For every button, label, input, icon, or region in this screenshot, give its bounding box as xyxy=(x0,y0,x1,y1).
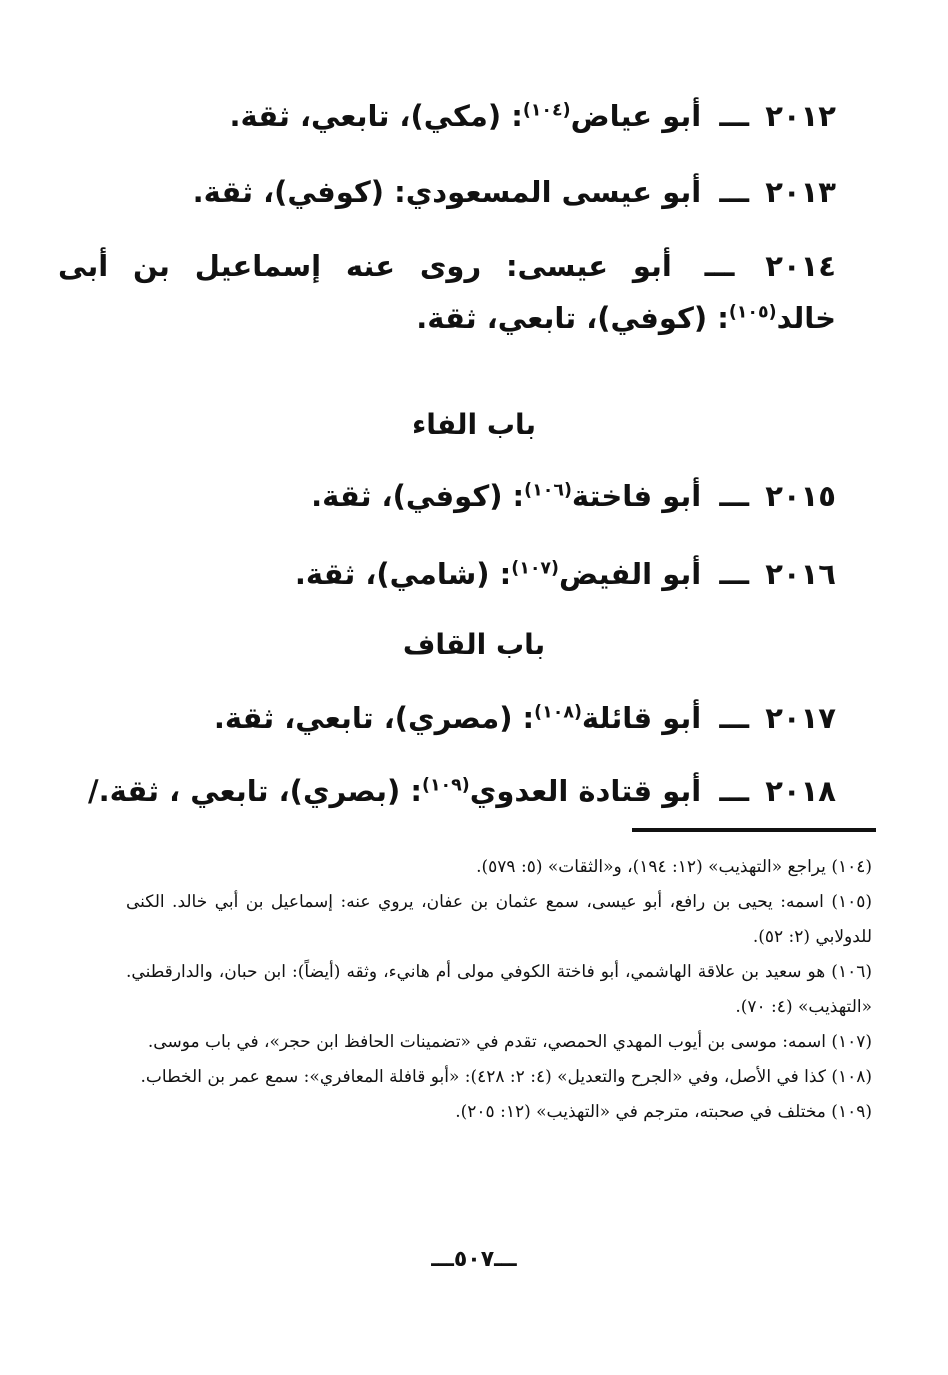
entry-name: أبو عياض xyxy=(570,99,702,133)
entry-2012 xyxy=(60,90,836,142)
footnote-ref: (١٠٤) xyxy=(522,100,571,121)
entry-2018 xyxy=(60,765,836,817)
footnote-105: (١٠٥) اسمه: يحيى بن رافع، أبو عيسى، سمع عثمان بن عفان، يروي عنه: إسماعيل بن أبي خالد. الكنى للدولابي (٢: ٥٢). xyxy=(126,892,872,947)
entry-name: أبو عيسى المسعودي xyxy=(405,175,702,209)
section-heading-qaf: باب القاف xyxy=(402,628,546,661)
entry-dash: ـــ xyxy=(719,99,750,133)
page-number: ـــ٥٠٧ـــ xyxy=(431,1247,517,1272)
entry-2016 xyxy=(60,548,836,600)
entry-2014 xyxy=(58,240,836,344)
entry-2017 xyxy=(60,692,836,744)
entry-name: أبو فاختة xyxy=(571,479,702,513)
entry-number: ٢٠١٤ xyxy=(765,249,836,283)
entry-dash: ـــ xyxy=(719,701,750,735)
footnote-separator xyxy=(632,828,876,832)
footnote-107: (١٠٧) اسمه: موسى بن أيوب المهدي الحمصي، تقدم في «تضمينات الحافظ ابن حجر»، في باب موسى. xyxy=(147,1032,872,1052)
entry-name: أبو قتادة العدوي xyxy=(469,774,702,808)
section-heading-fa: باب الفاء xyxy=(411,408,536,441)
footnote-104: (١٠٤) يراجع «التهذيب» (١٢: ١٩٤)، و«الثقات» (٥: ٥٧٩). xyxy=(476,857,872,877)
entry-number: ٢٠١٧ xyxy=(765,701,836,735)
entry-dash: ـــ xyxy=(719,774,750,808)
entry-description: : (شامي)، ثقة. xyxy=(294,557,512,591)
entry-description-continued: : (كوفي)، تابعي، ثقة. xyxy=(416,301,729,335)
entry-dash: ـــ xyxy=(704,249,735,283)
entry-name: أبو الفيض xyxy=(559,557,702,591)
entry-dash: ـــ xyxy=(719,175,750,209)
entry-description: : روى عنه إسماعيل بن أبى خالد xyxy=(58,249,836,335)
entry-number: ٢٠١٦ xyxy=(765,557,836,591)
entry-description: : (مكي)، تابعي، ثقة. xyxy=(229,99,523,133)
entry-number: ٢٠١٣ xyxy=(765,175,836,209)
entry-2013 xyxy=(60,166,836,218)
footnote-ref: (١٠٦) xyxy=(524,480,572,501)
entry-dash: ـــ xyxy=(719,479,750,513)
footnotes xyxy=(126,850,872,1130)
footnote-ref: (١٠٨) xyxy=(534,702,582,723)
footnote-106: (١٠٦) هو سعيد بن علاقة الهاشمي، أبو فاختة الكوفي مولى أم هانيء، وثقه (أيضاً): ابن حبان، والدارقطني. «التهذيب» (٤: ٧٠). xyxy=(126,962,872,1017)
entry-number: ٢٠١٢ xyxy=(765,99,836,133)
entry-number: ٢٠١٥ xyxy=(765,479,836,513)
footnote-109: (١٠٩) مختلف في صحبته، مترجم في «التهذيب» (١٢: ٢٠٥). xyxy=(455,1102,872,1122)
entry-name: أبو عيسى xyxy=(517,249,672,283)
footnote-ref: (١٠٧) xyxy=(511,558,559,579)
entry-dash: ـــ xyxy=(719,557,750,591)
entry-description: : (كوفي)، ثقة. xyxy=(311,479,525,513)
entry-description: : (كوفي)، ثقة. xyxy=(192,175,406,209)
footnote-108: (١٠٨) كذا في الأصل، وفي «الجرح والتعديل» (٤: ٢: ٤٢٨): «أبو قافلة المعافري»: سمع عمر بن الخطاب. xyxy=(140,1067,872,1087)
entry-number: ٢٠١٨ xyxy=(765,774,836,808)
entry-name: أبو قائلة xyxy=(581,701,702,735)
entry-2015 xyxy=(60,470,836,522)
entry-description: : (بصري)، تابعي ، ثقة./ xyxy=(88,774,422,808)
footnote-ref: (١٠٥) xyxy=(728,302,777,323)
footnote-ref: (١٠٩) xyxy=(421,775,470,796)
entry-description: : (مصري)، تابعي، ثقة. xyxy=(213,701,535,735)
